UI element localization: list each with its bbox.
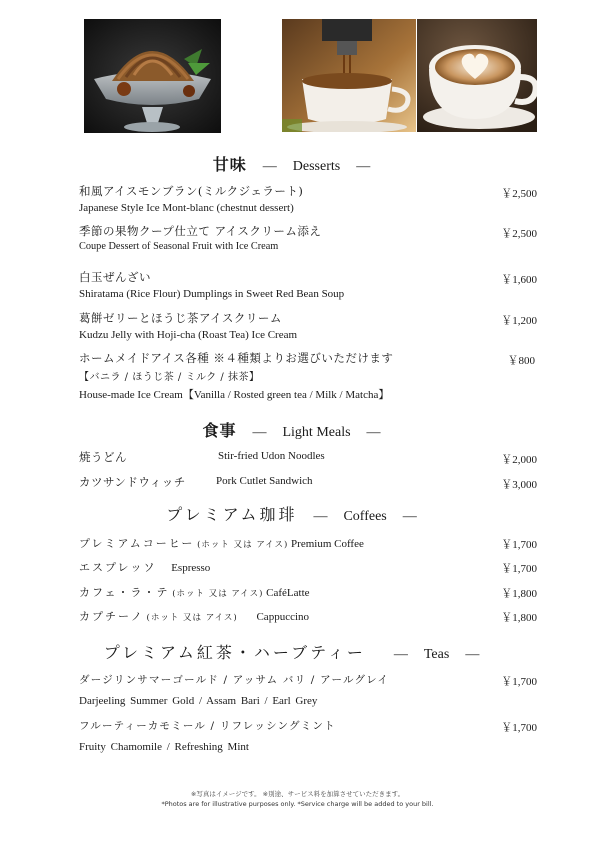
coffee-item-note: (ホット 又は アイス) xyxy=(197,540,289,550)
coffees-heading xyxy=(0,502,595,525)
tea-item-price: ￥1,700 xyxy=(501,676,537,688)
coffee-item-jp: カフェ・ラ・テ xyxy=(79,586,170,599)
dessert-item-en: House-made Ice Cream【Vanilla / Rosted green tea / Milk / Matcha】 xyxy=(79,389,390,401)
dessert-item-price: ￥800 xyxy=(507,355,535,367)
dessert-item-jp: 季節の果物クープ仕立て アイスクリーム添え xyxy=(79,224,322,238)
latte-art-icon xyxy=(417,19,537,132)
meal-item-jp: カツサンドウィッチ xyxy=(79,475,186,489)
coffee-item xyxy=(79,608,309,624)
dessert-item-en: Shiratama (Rice Flour) Dumplings in Sweet Red Bean Soup xyxy=(79,288,345,300)
desserts-heading-jp: 甘味 xyxy=(212,155,247,174)
dessert-item-price: ￥1,200 xyxy=(501,315,537,327)
espresso-machine-icon xyxy=(282,19,416,132)
dessert-item-jp: 葛餅ゼリーとほうじ茶アイスクリーム xyxy=(79,311,282,325)
coffee-item xyxy=(79,584,310,600)
tea-item-price: ￥1,700 xyxy=(501,722,537,734)
coffees-heading-jp: プレミアム珈琲 xyxy=(166,505,298,524)
teas-heading-en: Teas xyxy=(423,647,450,662)
desserts-heading xyxy=(0,152,595,175)
heading-dash: — xyxy=(313,509,328,524)
dessert-item-en: Kudzu Jelly with Hoji-cha (Roast Tea) Ice Cream xyxy=(79,329,298,341)
espresso-photo xyxy=(282,19,416,132)
coffee-item-price: ￥1,700 xyxy=(501,563,537,575)
heading-dash: — xyxy=(465,647,480,662)
meal-item-price: ￥3,000 xyxy=(501,479,537,491)
dessert-item-en: Japanese Style Ice Mont-blanc (chestnut dessert) xyxy=(79,202,294,214)
coffee-item-en: Espresso xyxy=(171,562,211,574)
meals-heading-jp: 食事 xyxy=(202,421,237,440)
coffee-item-en: Cappuccino xyxy=(256,611,310,623)
dessert-item-jp: 白玉ぜんざい xyxy=(79,270,151,284)
mont-blanc-dessert-icon xyxy=(84,19,221,133)
latte-photo xyxy=(417,19,537,132)
heading-dash: — xyxy=(262,159,277,174)
dessert-photo xyxy=(84,19,221,133)
tea-item-en: Fruity Chamomile / Refreshing Mint xyxy=(79,741,249,753)
desserts-heading-en: Desserts xyxy=(292,159,341,174)
tea-item-jp: ダージリンサマーゴールド / アッサム バリ / アールグレイ xyxy=(79,674,390,686)
coffees-heading-en: Coffees xyxy=(343,509,387,524)
dessert-item-en: Coupe Dessert of Seasonal Fruit with Ice Cream xyxy=(79,241,279,252)
dessert-item-price: ￥2,500 xyxy=(501,228,537,240)
meal-item-price: ￥2,000 xyxy=(501,454,537,466)
tea-item-jp: フルーティーカモミール / リフレッシングミント xyxy=(79,720,336,732)
footer-note-en: *Photos are for illustrative purposes only. *Service charge will be added to your bill. xyxy=(161,800,434,808)
dessert-item-price: ￥1,600 xyxy=(501,274,537,286)
heading-dash: — xyxy=(356,159,371,174)
coffee-item-en: CaféLatte xyxy=(266,587,310,599)
dessert-item-jp: 和風アイスモンブラン(ミルクジェラート) xyxy=(79,184,304,198)
teas-heading-jp: プレミアム紅茶・ハーブティー xyxy=(103,643,366,662)
coffee-item-jp: エスプレッソ xyxy=(79,561,157,574)
dessert-item-price: ￥2,500 xyxy=(501,188,537,200)
coffee-item xyxy=(79,535,364,551)
heading-dash: — xyxy=(366,425,381,440)
coffee-item-price: ￥1,800 xyxy=(501,612,537,624)
coffee-item-price: ￥1,700 xyxy=(501,539,537,551)
meals-heading-en: Light Meals xyxy=(282,425,351,440)
meals-heading xyxy=(0,418,595,441)
meal-item-en: Pork Cutlet Sandwich xyxy=(216,475,313,487)
dessert-item-jp: ホームメイドアイス各種 ※４種類よりお選びいただけます xyxy=(79,351,394,365)
meal-item-en: Stir-fried Udon Noodles xyxy=(218,450,325,462)
dessert-item-flavors: 【バニラ / ほうじ茶 / ミルク / 抹茶】 xyxy=(79,372,260,383)
teas-heading xyxy=(0,640,595,663)
coffee-item-jp: カプチーノ xyxy=(79,610,144,623)
coffee-item-note: (ホット 又は アイス) xyxy=(172,589,264,599)
footer-note-jp: ※写真はイメージです。 ※別途、サービス料を加算させていただきます。 xyxy=(190,790,405,798)
heading-dash: — xyxy=(393,647,408,662)
coffee-item-note: (ホット 又は アイス) xyxy=(146,613,238,623)
coffee-item-en: Premium Coffee xyxy=(291,538,364,550)
coffee-item-jp: プレミアムコーヒー xyxy=(79,537,195,550)
coffee-item xyxy=(79,559,210,575)
coffee-item-price: ￥1,800 xyxy=(501,588,537,600)
heading-dash: — xyxy=(252,425,267,440)
tea-item-en: Darjeeling Summer Gold / Assam Bari / Earl Grey xyxy=(79,695,318,707)
meal-item-jp: 焼うどん xyxy=(79,450,127,464)
heading-dash: — xyxy=(402,509,417,524)
